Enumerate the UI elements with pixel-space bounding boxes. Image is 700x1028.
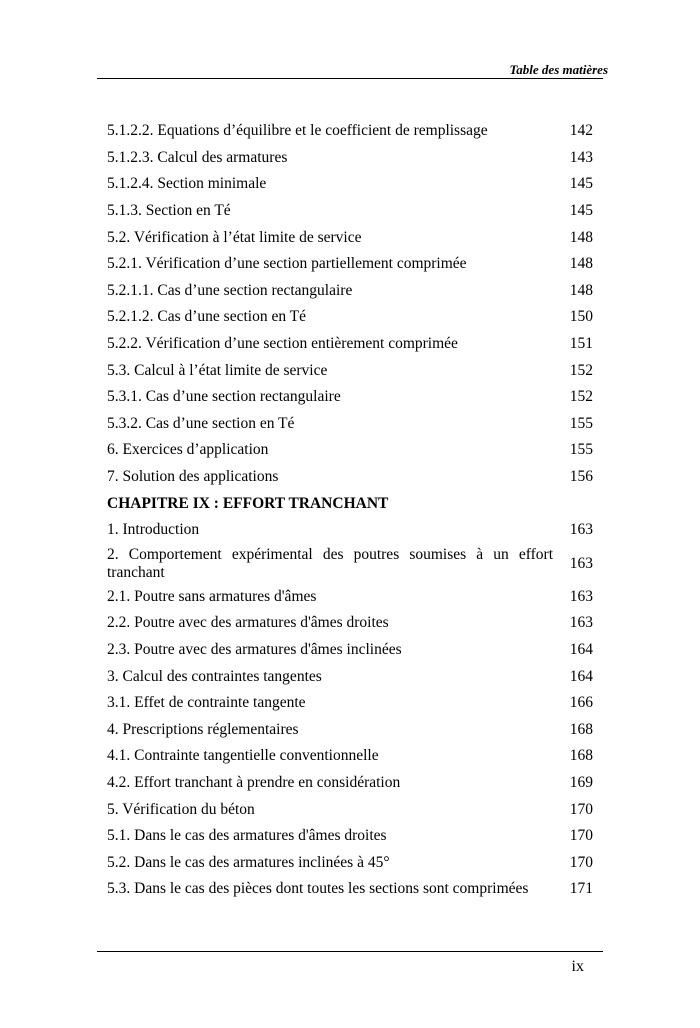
toc-entry[interactable]	[107, 171, 593, 198]
toc-entry-label: 4.1. Contrainte tangentielle conventionnelle	[107, 747, 379, 765]
toc-entry-page: 150	[569, 308, 593, 326]
toc-chapter-title: CHAPITRE IX : EFFORT TRANCHANT	[107, 494, 389, 512]
toc-entry-page: 168	[569, 747, 593, 765]
toc-entry[interactable]	[107, 663, 593, 690]
toc-entry-page: 148	[569, 255, 593, 273]
toc-entry-label: 6. Exercices d’application	[107, 441, 269, 459]
toc-entry-page: 145	[569, 175, 593, 193]
toc-entry-label: 2.1. Poutre sans armatures d'âmes	[107, 587, 317, 605]
toc-entry[interactable]	[107, 584, 593, 611]
toc-entry-page: 163	[569, 521, 593, 539]
toc-entry-label: 5.2.2. Vérification d’une section entièrement comprimée	[107, 335, 458, 353]
toc-entry[interactable]	[107, 357, 593, 384]
toc-entry-label: 2.3. Poutre avec des armatures d'âmes inclinées	[107, 640, 402, 658]
toc-entry-label: 5. Vérification du béton	[107, 800, 255, 818]
toc-entry[interactable]	[107, 304, 593, 331]
toc-entry[interactable]	[107, 637, 593, 664]
toc-entry-page: 170	[569, 800, 593, 818]
toc-entry-page: 148	[569, 281, 593, 299]
toc-entry[interactable]	[107, 517, 593, 544]
toc-entry[interactable]	[107, 411, 593, 438]
toc-entry-page: 163	[569, 614, 593, 632]
toc-entry-page: 166	[569, 694, 593, 712]
toc-entry-label: 5.1. Dans le cas des armatures d'âmes droites	[107, 827, 387, 845]
running-title: Table des matières	[509, 62, 608, 77]
toc-entry[interactable]	[107, 224, 593, 251]
toc-entry-page: 164	[569, 667, 593, 685]
toc-entry[interactable]	[107, 145, 593, 172]
toc-entry[interactable]	[107, 331, 593, 358]
header-rule	[97, 78, 603, 79]
toc-entry[interactable]	[107, 849, 593, 876]
toc-entry[interactable]	[107, 437, 593, 464]
toc-entry-label: 5.2.1.1. Cas d’une section rectangulaire	[107, 281, 353, 299]
footer-rule	[97, 951, 603, 952]
toc-entry-label: 7. Solution des applications	[107, 468, 279, 486]
toc-entry[interactable]	[107, 876, 593, 903]
toc-entry-page: 156	[569, 468, 593, 486]
toc-entry-page: 148	[569, 228, 593, 246]
toc-entry-label: 2. Comportement expérimental des poutres soumises à un effort tranchant	[107, 545, 553, 581]
toc-entry-label: 5.2. Dans le cas des armatures inclinées à 45°	[107, 853, 390, 871]
toc-entry-page: 142	[569, 122, 593, 140]
toc-entry-label: 5.2. Vérification à l’état limite de service	[107, 228, 362, 246]
toc-entry[interactable]	[107, 743, 593, 770]
toc-entry-page: 169	[569, 773, 593, 791]
toc-entry-label: 3. Calcul des contraintes tangentes	[107, 667, 322, 685]
toc-entry-label: 5.3.1. Cas d’une section rectangulaire	[107, 388, 341, 406]
toc-entry-page: 143	[569, 148, 593, 166]
toc-entry-label: 5.2.1. Vérification d’une section partiellement comprimée	[107, 255, 467, 273]
toc-entry-page: 163	[569, 587, 593, 605]
toc-entry-page: 171	[569, 880, 593, 898]
toc-entry[interactable]	[107, 198, 593, 225]
toc-entry-label: 5.1.2.4. Section minimale	[107, 175, 267, 193]
toc-entry[interactable]	[107, 544, 593, 584]
toc-entry[interactable]	[107, 823, 593, 850]
page-number: ix	[571, 958, 584, 975]
toc-entry[interactable]	[107, 716, 593, 743]
toc-entry[interactable]	[107, 251, 593, 278]
toc-entry-label: 2.2. Poutre avec des armatures d'âmes droites	[107, 614, 389, 632]
toc-entry-label: 4. Prescriptions réglementaires	[107, 720, 299, 738]
toc-entry[interactable]	[107, 690, 593, 717]
toc-entry-label: 5.1.2.2. Equations d’équilibre et le coefficient de remplissage	[107, 122, 488, 140]
toc-entry-label: 5.3. Dans le cas des pièces dont toutes les sections sont comprimées	[107, 880, 529, 898]
toc-entry-page: 164	[569, 640, 593, 658]
toc-entry-label: 5.2.1.2. Cas d’une section en Té	[107, 308, 307, 326]
toc-entry[interactable]	[107, 278, 593, 305]
toc-entry[interactable]	[107, 796, 593, 823]
toc-entry-page: 155	[569, 414, 593, 432]
toc-entry-page: 152	[569, 388, 593, 406]
toc-entry-page: 152	[569, 361, 593, 379]
toc-entry-page: 168	[569, 720, 593, 738]
toc-entry-label: 1. Introduction	[107, 521, 200, 539]
toc-entry-label: 5.3.2. Cas d’une section en Té	[107, 414, 295, 432]
toc-entry[interactable]	[107, 464, 593, 491]
toc-entry-page: 145	[569, 202, 593, 220]
toc-entry-page: 170	[569, 853, 593, 871]
toc-entry-label: 3.1. Effet de contrainte tangente	[107, 694, 306, 712]
toc-entry-page: 151	[569, 335, 593, 353]
toc-entry-page: 163	[569, 554, 593, 572]
table-of-contents	[107, 118, 593, 903]
toc-entry-label: 4.2. Effort tranchant à prendre en considération	[107, 773, 401, 791]
toc-entry-label: 5.1.2.3. Calcul des armatures	[107, 148, 288, 166]
toc-entry[interactable]	[107, 610, 593, 637]
toc-entry-page: 170	[569, 827, 593, 845]
toc-entry[interactable]	[107, 384, 593, 411]
toc-entry-label: 5.1.3. Section en Té	[107, 202, 231, 220]
toc-entry-page: 155	[569, 441, 593, 459]
toc-entry[interactable]	[107, 118, 593, 145]
toc-entry[interactable]	[107, 770, 593, 797]
toc-entry-label: 5.3. Calcul à l’état limite de service	[107, 361, 328, 379]
toc-chapter-heading[interactable]	[107, 490, 593, 517]
